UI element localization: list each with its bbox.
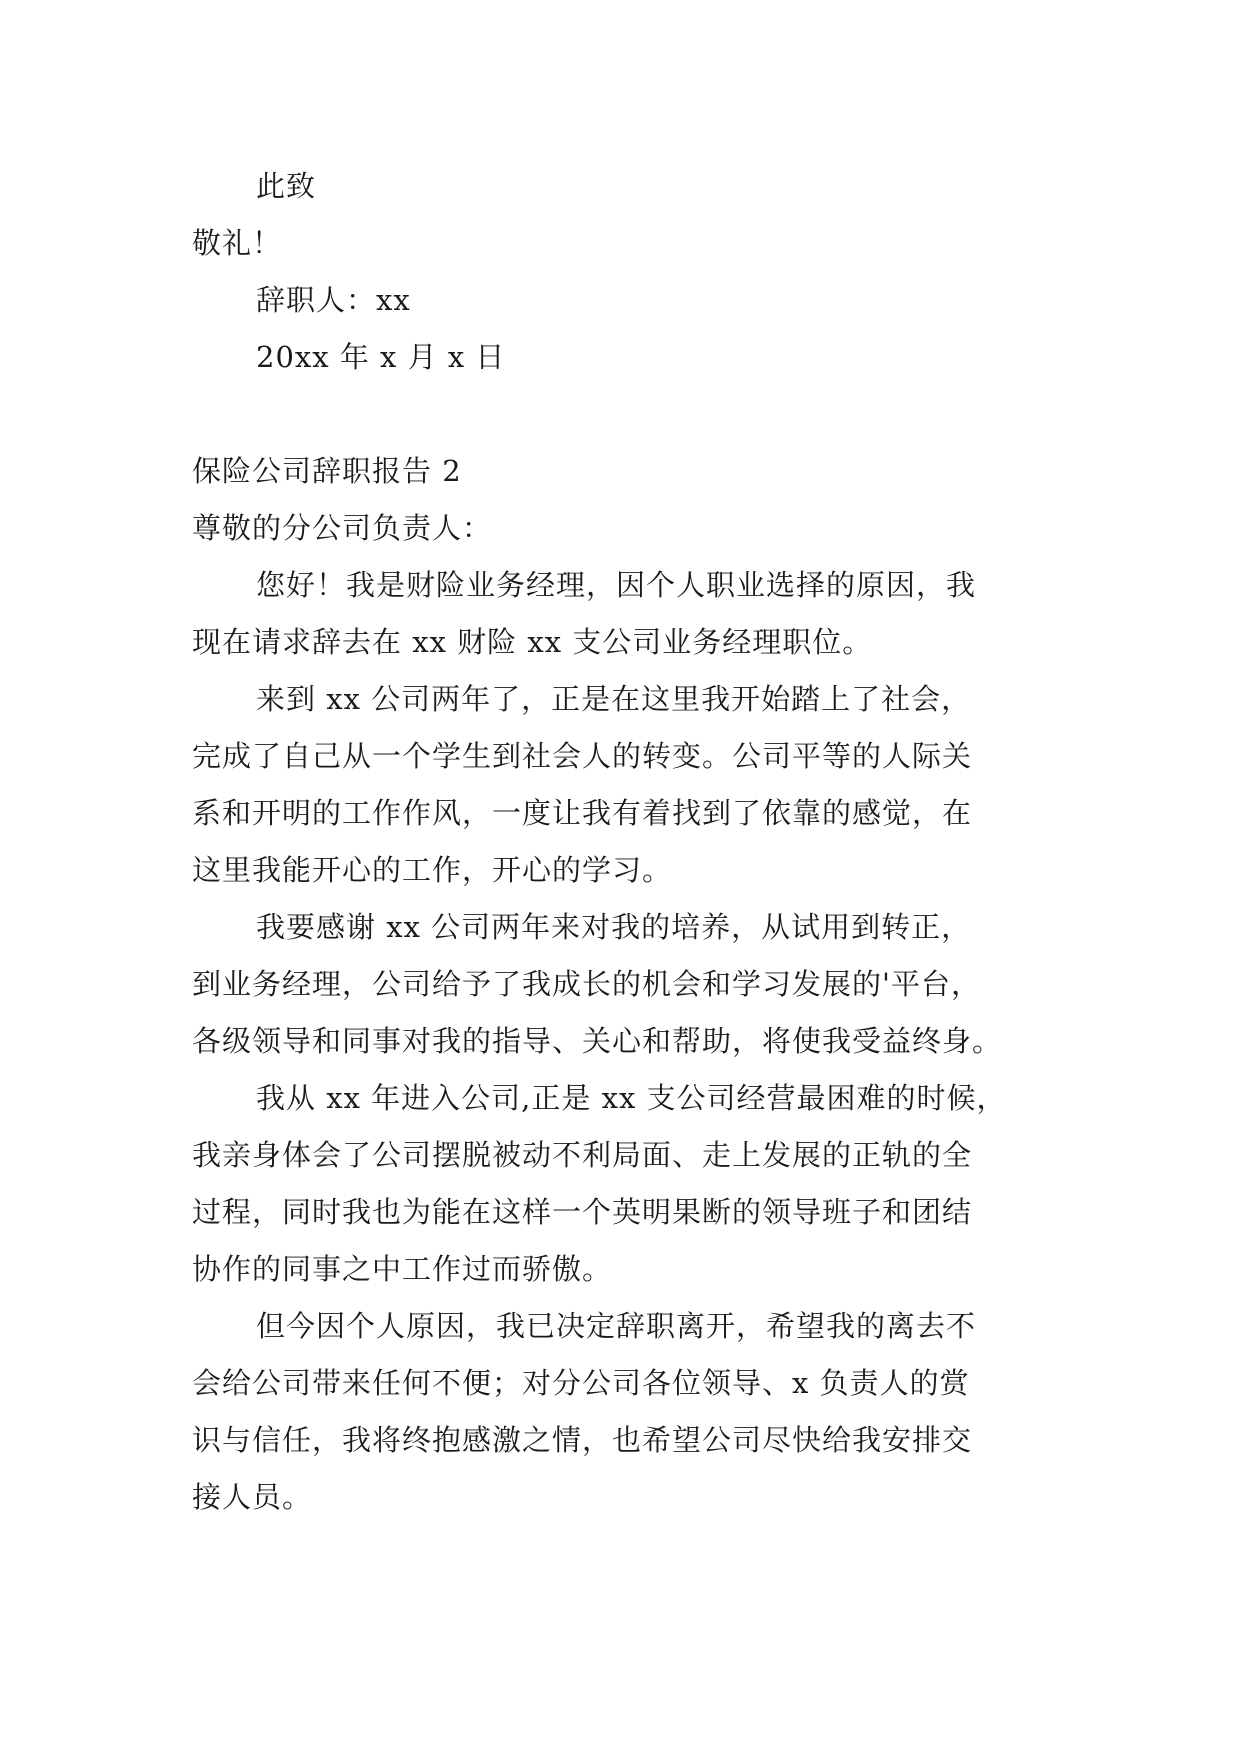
section-title: 保险公司辞职报告 2: [192, 454, 462, 488]
body-line: 完成了自己从一个学生到社会人的转变。公司平等的人际关: [192, 739, 973, 773]
body-line: 到业务经理，公司给予了我成长的机会和学习发展的'平台，: [192, 967, 981, 1001]
body-line: 接人员。: [192, 1480, 313, 1514]
body-line: 您好！我是财险业务经理，因个人职业选择的原因，我: [256, 568, 977, 602]
body-line: 这里我能开心的工作，开心的学习。: [192, 853, 673, 887]
body-line: 系和开明的工作作风，一度让我有着找到了依靠的感觉，在: [192, 796, 973, 830]
body-line: 各级领导和同事对我的指导、关心和帮助，将使我受益终身。: [192, 1024, 1003, 1058]
signer-line: 辞职人：xx: [256, 283, 411, 317]
closing-salutation: 此致: [256, 169, 317, 203]
body-line: 我要感谢 xx 公司两年来对我的培养，从试用到转正，: [256, 910, 972, 944]
body-line: 来到 xx 公司两年了，正是在这里我开始踏上了社会，: [256, 682, 972, 716]
body-line: 我亲身体会了公司摆脱被动不利局面、走上发展的正轨的全: [192, 1138, 973, 1172]
body-line: 过程，同时我也为能在这样一个英明果断的领导班子和团结: [192, 1195, 973, 1229]
body-line: 我从 xx 年进入公司,正是 xx 支公司经营最困难的时候，: [256, 1081, 1007, 1115]
closing-regards: 敬礼！: [192, 226, 283, 260]
body-line: 会给公司带来任何不便；对分公司各位领导、x 负责人的赏: [192, 1366, 970, 1400]
body-line: 但今因个人原因，我已决定辞职离开，希望我的离去不: [256, 1309, 977, 1343]
body-line: 现在请求辞去在 xx 财险 xx 支公司业务经理职位。: [192, 625, 873, 659]
date-line: 20xx 年 x 月 x 日: [256, 340, 506, 374]
body-line: 识与信任，我将终抱感激之情，也希望公司尽快给我安排交: [192, 1423, 973, 1457]
body-line: 协作的同事之中工作过而骄傲。: [192, 1252, 613, 1286]
addressee-line: 尊敬的分公司负责人：: [192, 511, 493, 545]
